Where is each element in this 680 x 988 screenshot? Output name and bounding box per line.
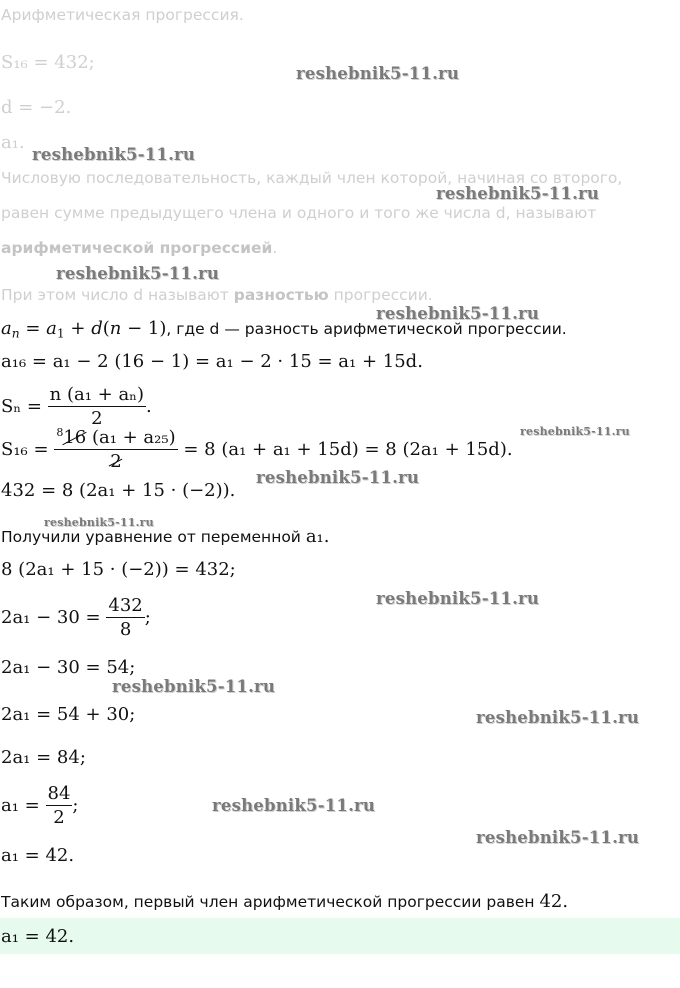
term-arithmetic-progression: арифметической прогрессией [1,239,273,257]
sn-fraction [48,385,146,429]
sn-lhs: Sₙ = [1,395,42,417]
given-d: d = −2. [1,97,72,118]
step-2-fraction [106,596,144,640]
theory-line-1: Числовую последовательность, каждый член которой, начиная со второго, [1,169,623,187]
s16-numerator-rest: (a₁ + a₂₅) [86,427,176,448]
s16-crossed-2: 2 [110,450,122,472]
formula-an-note: , где d — разность арифметической прогрессии. [166,320,567,338]
s16-crossed-16: 16 [63,427,87,448]
step-4: 2a₁ = 54 + 30; [1,704,136,725]
step-6-denominator: 2 [53,806,65,828]
step-3: 2a₁ − 30 = 54; [1,657,136,678]
step-5: 2a₁ = 84; [1,747,86,768]
step-2-lhs: 2a₁ − 30 = [1,606,101,628]
conclusion [1,893,568,911]
s16-reduced-8: 8 [56,426,64,439]
given-find: a₁. [1,132,25,153]
watermark: reshebnik5-11.ru [476,708,640,727]
step-2: 2a₁ − 30 = $\frac{432}{8}$ ; [1,595,151,640]
answer-box [0,918,680,954]
watermark: reshebnik5-11.ru [256,468,420,487]
term-difference: разностью [233,286,329,304]
got-equation-line [1,528,330,546]
s16-fraction [54,428,177,472]
eq-s16 [1,428,513,472]
theory-line-2: равен сумме предыдущего члена и одного и того же числа d, называют [1,204,597,222]
watermark: reshebnik5-11.ru [32,145,196,164]
watermark: reshebnik5-11.ru [520,425,630,438]
theory-line-3: арифметической прогрессией. [1,239,278,257]
watermark: reshebnik5-11.ru [112,677,276,696]
eq-a16: a₁₆ = a₁ − 2 (16 − 1) = a₁ − 2 · 15 = a₁ + 15d. [1,351,423,372]
watermark: reshebnik5-11.ru [56,264,220,283]
conclusion-text: Таким образом, первый член арифметической прогрессии равен [1,893,535,911]
step-6-numerator: 84 [47,783,71,804]
sn-denominator: 2 [91,407,103,429]
theory-line-4 [1,288,433,304]
given-heading: Арифметическая прогрессия. [1,6,244,24]
conclusion-value: 42. [539,891,569,912]
step-1: 8 (2a₁ + 15 · (−2)) = 432; [1,559,236,580]
answer-text: a₁ = 42. [1,926,75,947]
step-7: a₁ = 42. [1,845,75,866]
given-s16: S₁₆ = 432; [1,52,95,73]
watermark: reshebnik5-11.ru [376,304,540,323]
theory-line-4-b: прогрессии. [333,286,433,304]
watermark: reshebnik5-11.ru [212,796,376,815]
step-6-lhs: a₁ = [1,794,40,816]
step-2-numerator: 432 [108,595,143,616]
eq-432: 432 = 8 (2a₁ + 15 · (−2)). [1,480,236,501]
formula-sn: Sₙ = $\frac{\text{n (a₁ + aₙ)}}{2}$ . [1,384,152,429]
watermark: reshebnik5-11.ru [436,184,600,203]
watermark: reshebnik5-11.ru [476,828,640,847]
watermark: reshebnik5-11.ru [376,589,540,608]
s16-rhs: = 8 (a₁ + a₁ + 15d) = 8 (2a₁ + 15d). [177,438,513,460]
got-equation-var: a₁. [305,526,330,547]
s16-numerator [54,428,177,450]
step-6-fraction [46,784,73,828]
watermark: reshebnik5-11.ru [44,516,154,529]
s16-lhs: S₁₆ = [1,438,49,460]
step-6: a₁ = $\frac{84}{2}$ ; [1,783,79,828]
watermark: reshebnik5-11.ru [296,64,460,83]
step-2-denominator: 8 [119,618,132,640]
got-equation-text: Получили уравнение от переменной [1,528,301,546]
theory-line-4-a: При этом число d называют [1,286,229,304]
sn-numerator: n (a₁ + aₙ) [49,384,145,405]
formula-an-line: $a_n = a_1 + d(n - 1)$, где d — разность арифметической прогрессии. [1,318,567,341]
